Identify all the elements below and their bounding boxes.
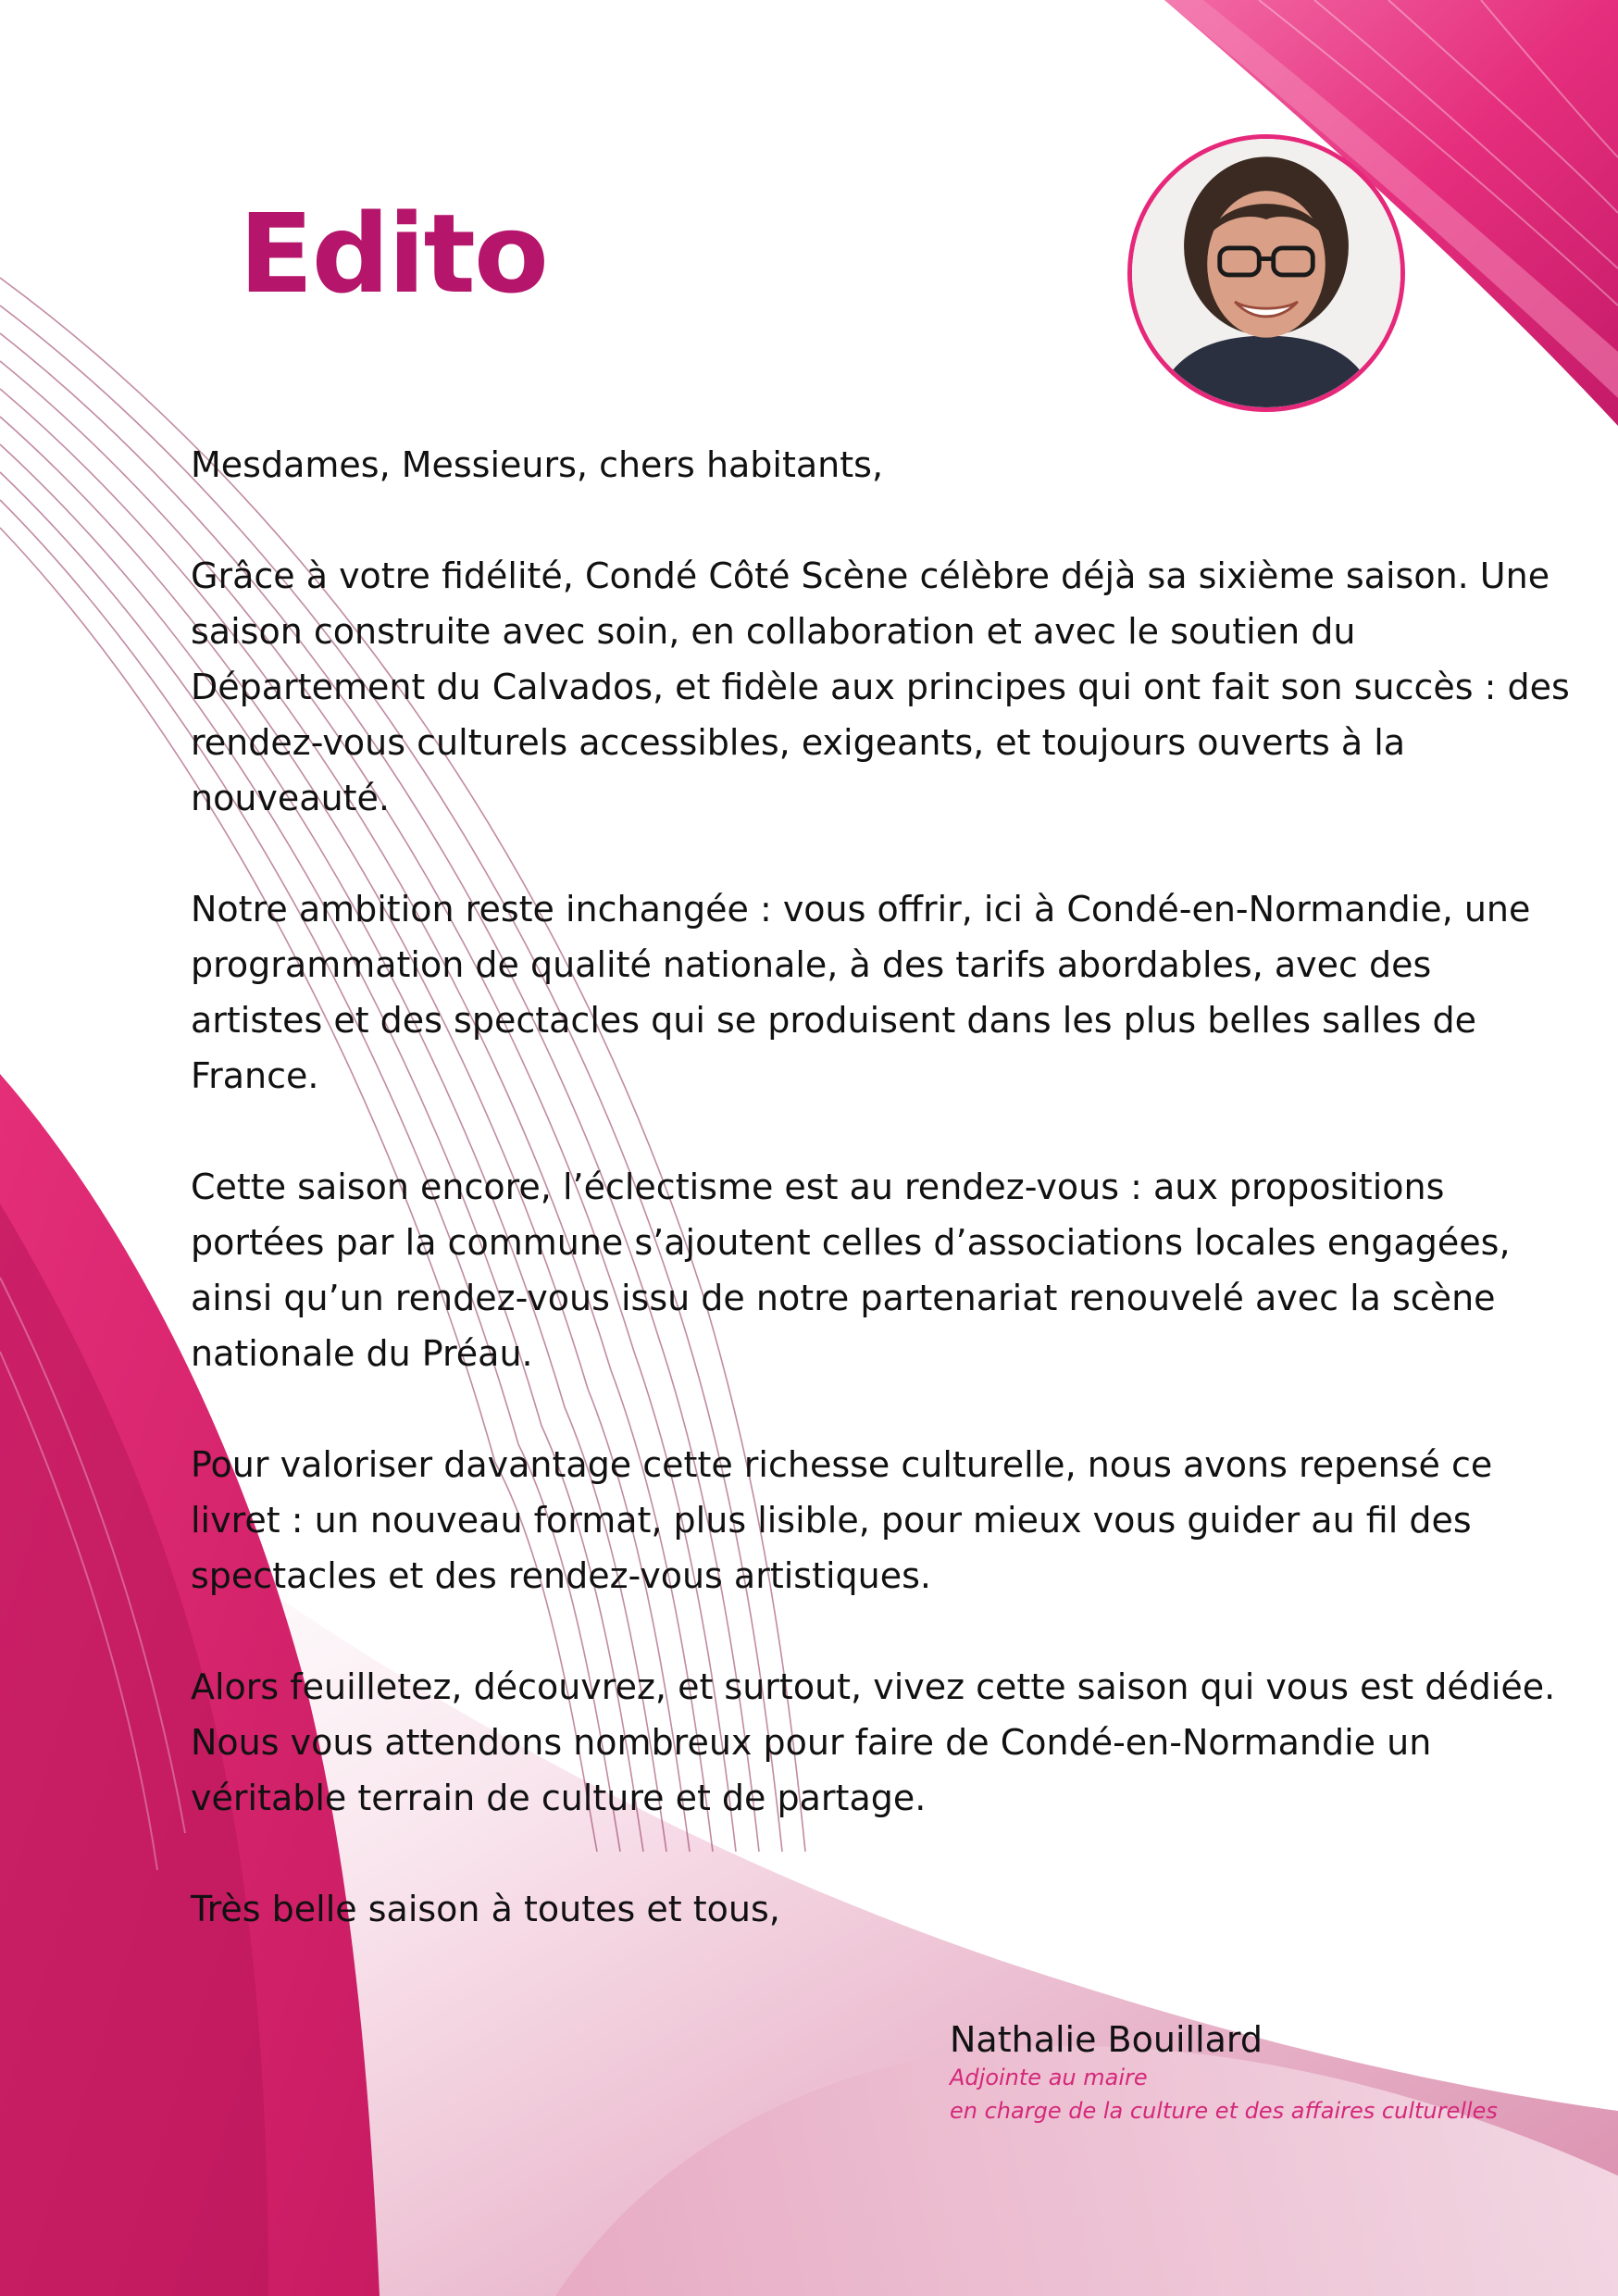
signature-role-line-2: en charge de la culture et des affaires culturelles — [950, 2098, 1498, 2124]
signature-name: Nathalie Bouillard — [950, 2019, 1263, 2060]
paragraph-2: Notre ambition reste inchangée : vous offrir, ici à Condé-en-Normandie, une programmation de qualité nationale, à des tarifs abordables, avec des artistes et des spectacles qui se produisent dans les plus belles salles de France. — [191, 889, 1531, 1096]
portrait-icon — [1132, 139, 1400, 407]
paragraph-3: Cette saison encore, l’éclectisme est au rendez-vous : aux propositions portées par la commune s’ajoutent celles d’associations locales engagées, ainsi qu’un rendez-vous issu de notre partenariat renouvelé avec la scène nationale du Préau. — [191, 1167, 1511, 1374]
paragraph-1: Grâce à votre fidélité, Condé Côté Scène célèbre déjà sa sixième saison. Une saison construite avec soin, en collaboration et avec le soutien du Département du Calvados, et fidèle aux principes qui ont fait son succès : des rendez-vous culturels accessibles, exigeants, et toujours ouverts à la nouveauté. — [191, 555, 1570, 818]
page-title: Edito — [239, 190, 547, 318]
salutation: Mesdames, Messieurs, chers habitants, — [191, 444, 884, 485]
signature-block — [950, 2018, 1598, 2128]
signature-role-line-1: Adjointe au maire — [950, 2065, 1148, 2090]
paragraph-5: Alors feuilletez, découvrez, et surtout, vivez cette saison qui vous est dédiée. Nous vous attendons nombreux pour faire de Condé-en-Normandie un véritable terrain de culture et de partage. — [191, 1666, 1556, 1818]
editorial-body — [191, 437, 1570, 1992]
portrait-photo — [1127, 134, 1405, 412]
closing: Très belle saison à toutes et tous, — [191, 1889, 780, 1929]
paragraph-4: Pour valoriser davantage cette richesse culturelle, nous avons repensé ce livret : un nouveau format, plus lisible, pour mieux vous guider au fil des spectacles et des rendez-vous artistiques. — [191, 1444, 1493, 1596]
